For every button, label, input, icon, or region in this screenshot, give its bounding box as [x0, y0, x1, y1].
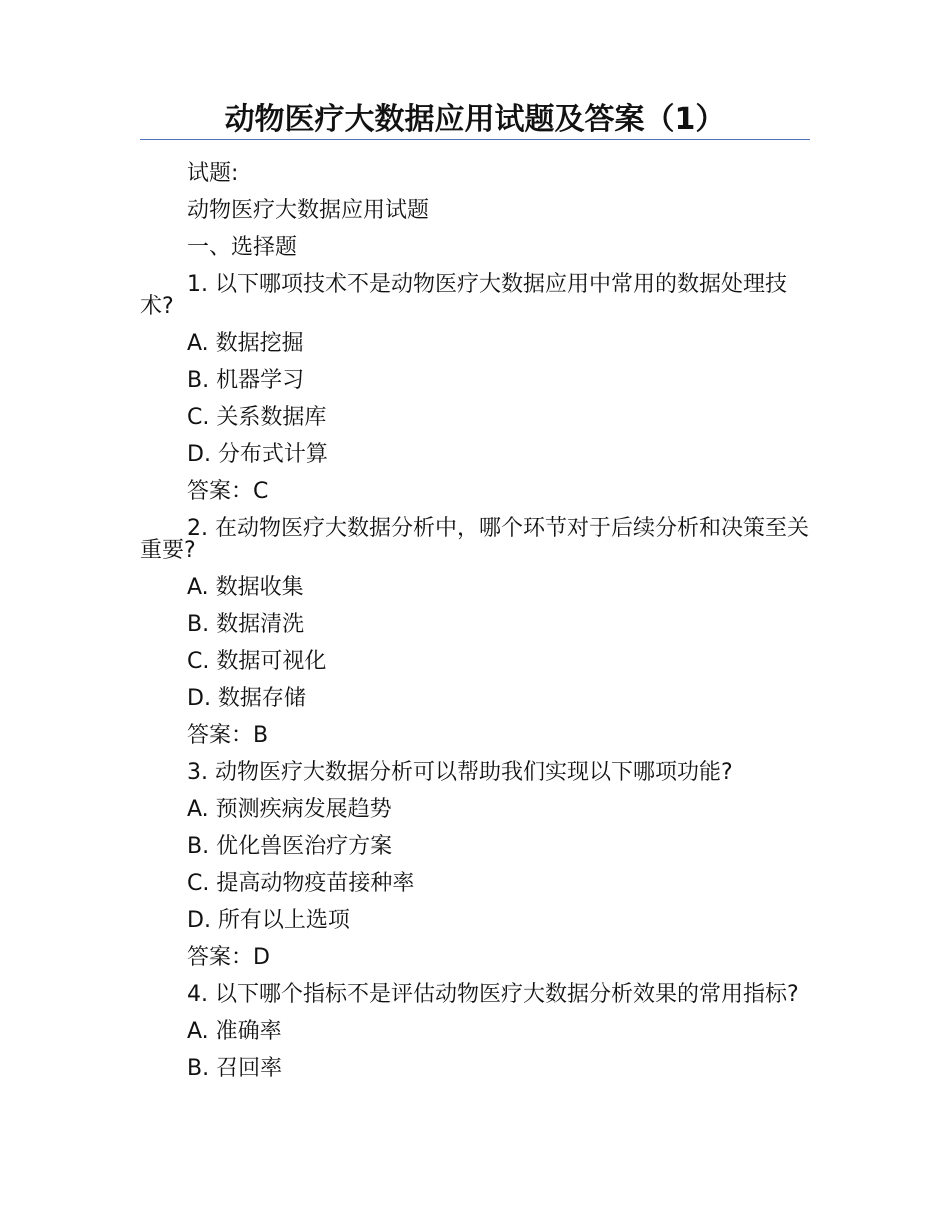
exam-subtitle: 动物医疗大数据应用试题 — [187, 198, 430, 223]
q2-answer: 答案：B — [187, 723, 269, 748]
document-body — [140, 155, 810, 1087]
q3-option-d: D. 所有以上选项 — [187, 908, 350, 933]
q1-option-d: D. 分布式计算 — [187, 442, 328, 467]
section-label-questions: 试题: — [187, 161, 239, 186]
q4-option-b: B. 召回率 — [187, 1056, 283, 1081]
q2-option-d: D. 数据存储 — [187, 686, 306, 711]
q3-option-c: C. 提高动物疫苗接种率 — [187, 871, 415, 896]
q2-option-a: A. 数据收集 — [187, 575, 304, 600]
q1-answer: 答案：C — [187, 479, 269, 504]
title-underline — [140, 139, 810, 140]
question-4: 4. 以下哪个指标不是评估动物医疗大数据分析效果的常用指标? — [187, 982, 799, 1007]
q1-option-b: B. 机器学习 — [187, 368, 305, 393]
section-heading-multiple-choice: 一、选择题 — [187, 235, 298, 260]
q3-option-b: B. 优化兽医治疗方案 — [187, 834, 393, 859]
document-title: 动物医疗大数据应用试题及答案（1） — [224, 102, 726, 137]
q4-option-a: A. 准确率 — [187, 1019, 282, 1044]
question-3: 3. 动物医疗大数据分析可以帮助我们实现以下哪项功能? — [187, 760, 733, 785]
q1-option-c: C. 关系数据库 — [187, 405, 327, 430]
question-1: 1. 以下哪项技术不是动物医疗大数据应用中常用的数据处理技术? — [140, 272, 787, 319]
q1-option-a: A. 数据挖掘 — [187, 331, 304, 356]
q2-option-b: B. 数据清洗 — [187, 612, 305, 637]
q3-answer: 答案：D — [187, 945, 270, 970]
q2-option-c: C. 数据可视化 — [187, 649, 327, 674]
q3-option-a: A. 预测疾病发展趋势 — [187, 797, 392, 822]
question-2: 2. 在动物医疗大数据分析中，哪个环节对于后续分析和决策至关重要? — [140, 516, 809, 563]
